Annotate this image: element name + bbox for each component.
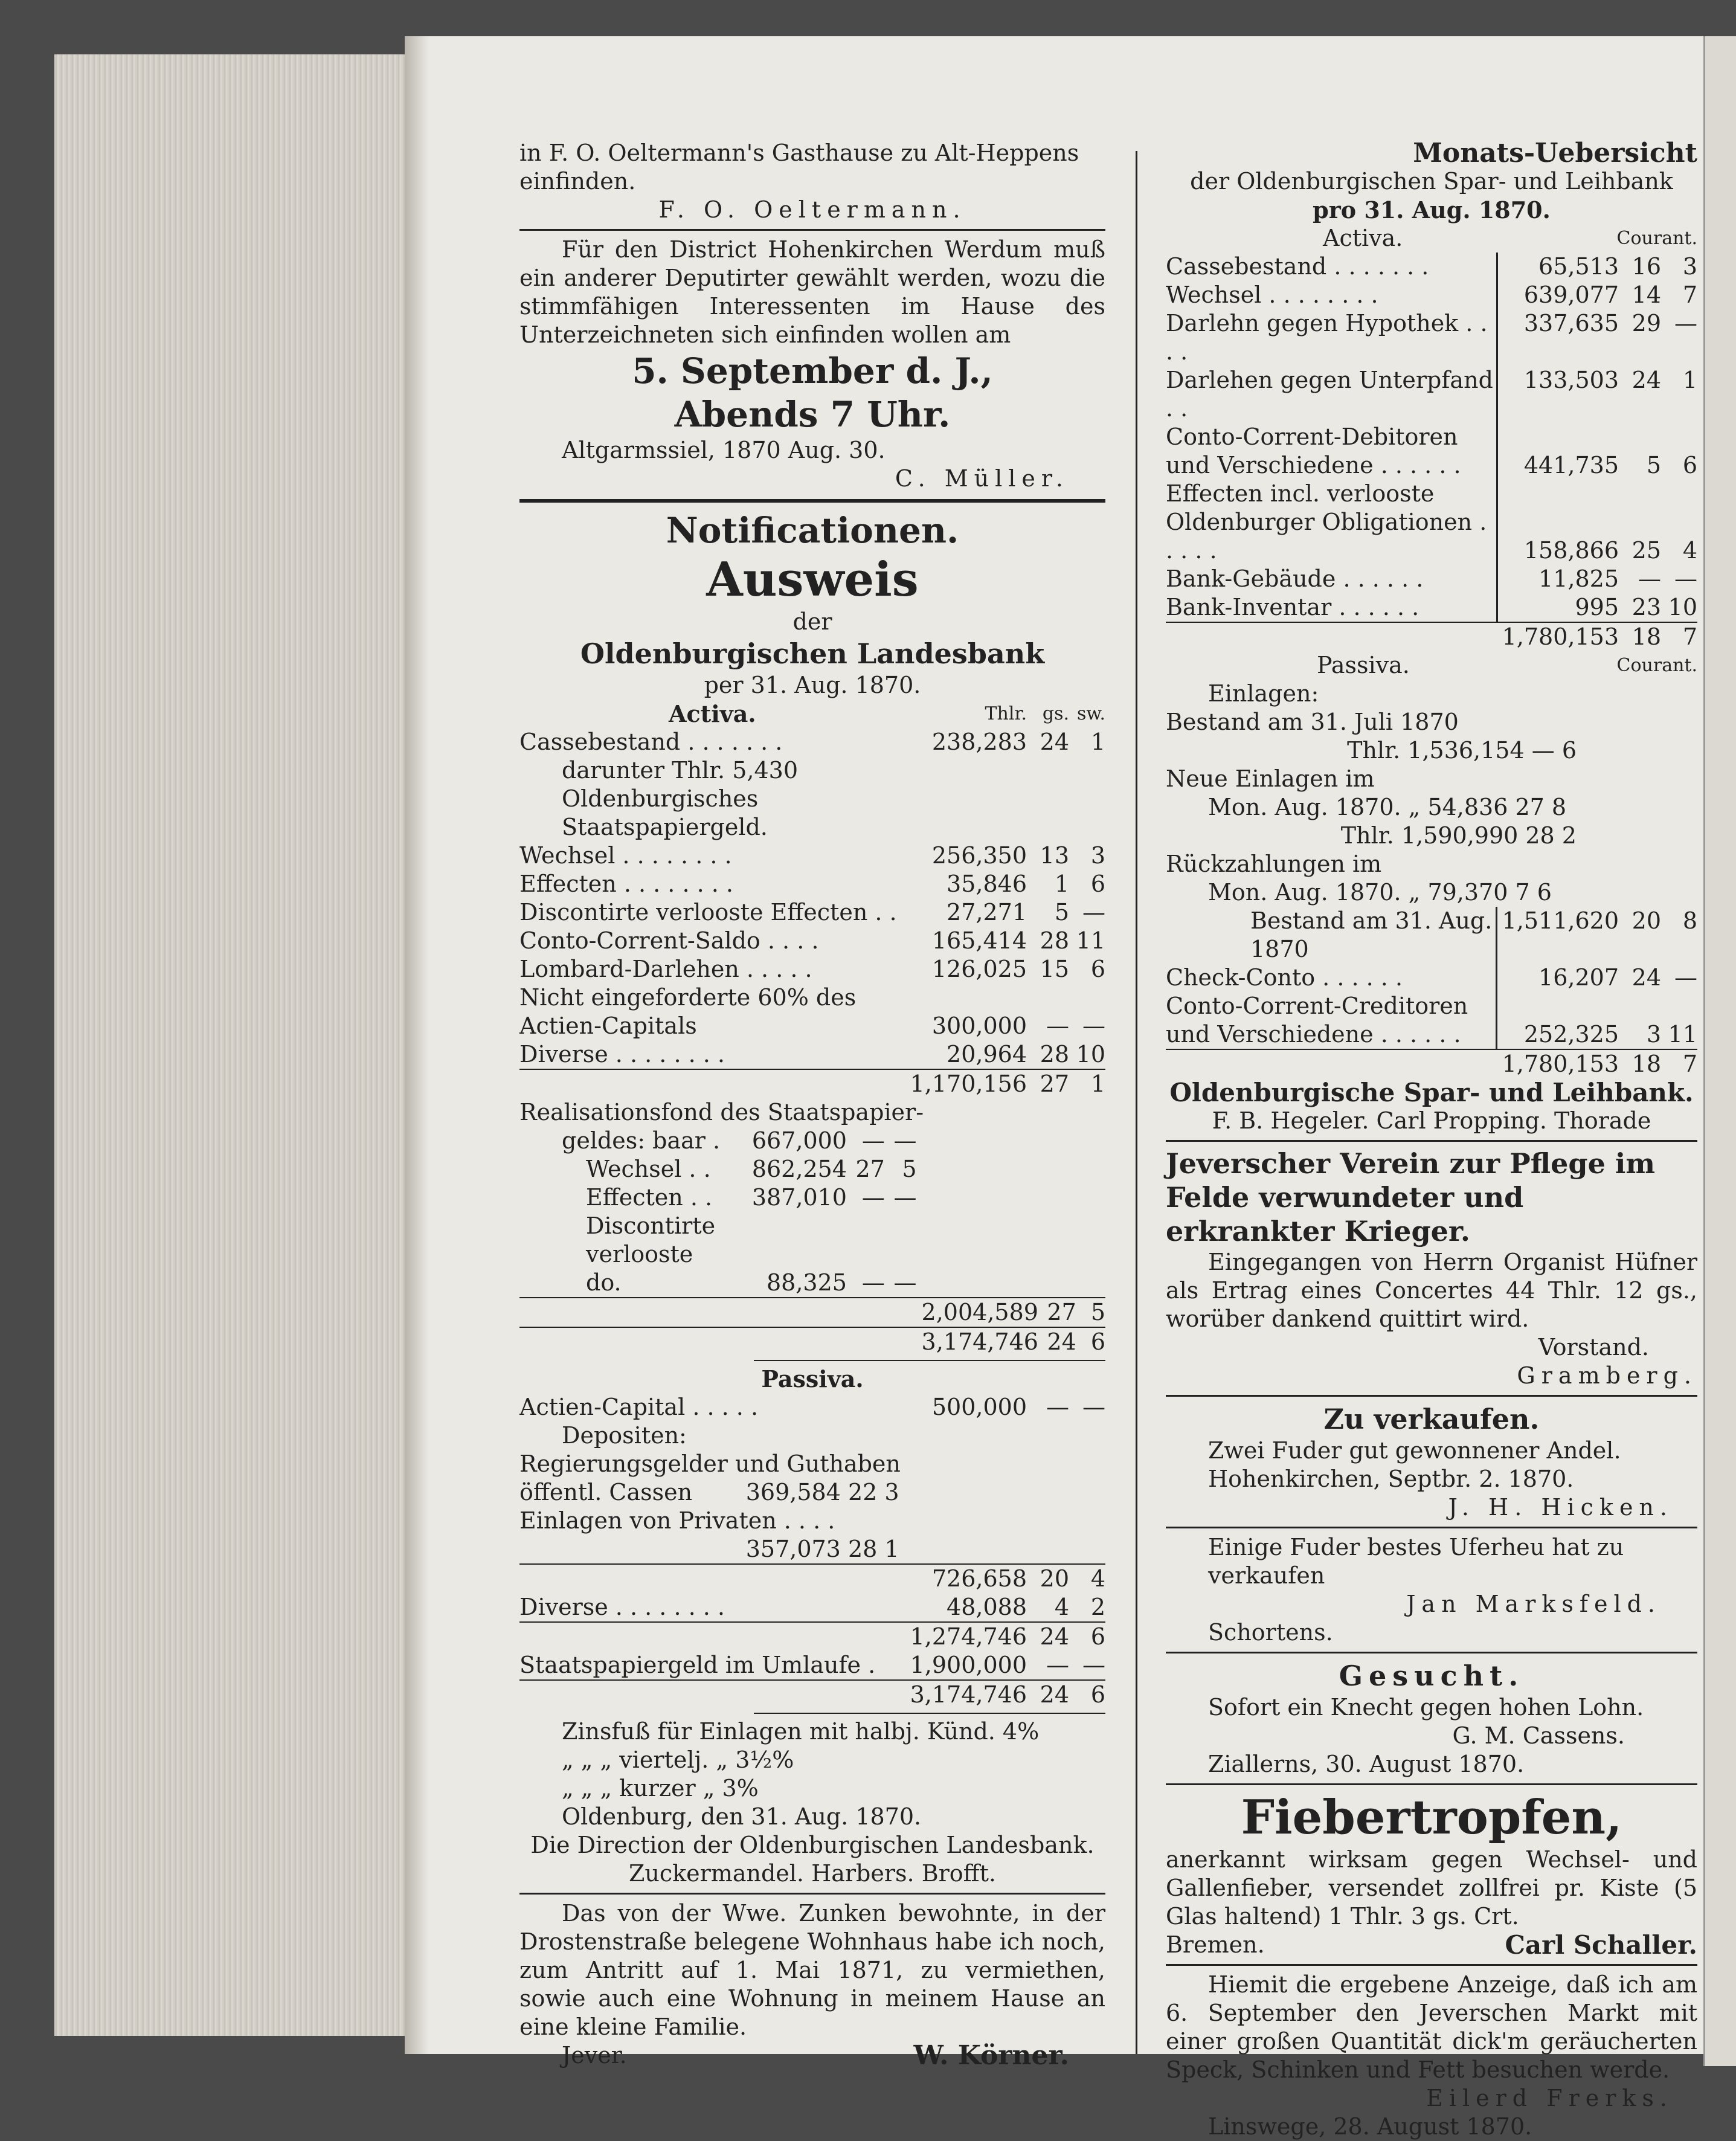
courant-header: Courant. xyxy=(1616,655,1697,676)
signer-marksfeld: Jan Marksfeld. xyxy=(1406,1591,1661,1617)
sparbank-activa-total-row: 1,780,153 18 7 xyxy=(1166,622,1697,651)
ziallerns-date: Ziallerns, 30. August 1870. xyxy=(1208,1751,1525,1777)
table-row: Actien-Capital . . . . . 500,000 — — xyxy=(519,1394,1105,1420)
left-column xyxy=(519,139,1105,2070)
activa-heading: Activa. xyxy=(669,700,756,727)
gesucht-heading: Gesucht. xyxy=(1339,1660,1525,1692)
notifications-heading: Notificationen. xyxy=(666,510,959,551)
courant-header: Courant. xyxy=(1616,228,1697,249)
realisation-total-row: 2,004,589 27 5 xyxy=(519,1298,1105,1327)
landesbank-passiva-table xyxy=(519,1393,1105,1709)
monats-subheading: der Oldenburgischen Spar- und Leihbank xyxy=(1190,168,1673,195)
table-row: Nicht eingeforderte 60% des Actien-Capitals 300,000 — — xyxy=(519,984,1105,1039)
neue-einlagen-value: Mon. Aug. 1870. „ 54,836 27 8 xyxy=(1208,794,1567,820)
book-page-edges xyxy=(54,54,405,2036)
realisation-table xyxy=(519,1127,1105,1356)
divider xyxy=(1166,1783,1697,1785)
table-row: Check-Conto . . . . . . 16,207 24 — xyxy=(1166,964,1697,991)
monats-date: pro 31. Aug. 1870. xyxy=(1313,196,1551,224)
bestand-juli-value: Thlr. 1,536,154 — 6 xyxy=(1347,737,1577,764)
oldenburg-date: Oldenburg, den 31. Aug. 1870. xyxy=(562,1803,922,1830)
table-row: Einlagen von Privaten . . . . 357,073 28 1 xyxy=(519,1507,899,1562)
direction-names: Zuckermandel. Harbers. Brofft. xyxy=(628,1860,997,1887)
table-row: Conto-Corrent-Debitoren und Verschiedene . . . . . . 441,735 5 6 xyxy=(1166,423,1697,478)
depositen-label: Depositen: xyxy=(562,1422,687,1449)
direction-signature: Die Direction der Oldenburgischen Landesbank. xyxy=(530,1832,1095,1858)
page-gutter-shadow xyxy=(405,36,429,2054)
signer-frerks: Eilerd Frerks. xyxy=(1426,2085,1673,2111)
sparbank-passiva-heading: Passiva. xyxy=(1317,652,1410,678)
table-row: Discontirte verlooste do. 88,325 — — xyxy=(586,1212,917,1296)
table-row: Lombard-Darlehen . . . . . 126,025 15 6 xyxy=(519,956,1105,982)
monats-heading: Monats-Uebersicht xyxy=(1413,138,1697,169)
divider xyxy=(754,1713,1105,1714)
fiebertropfen-notice: anerkannt wirksam gegen Wechsel- und Gallenfieber, versendet zollfrei pr. Kiste (5 Glas haltend) 1 Thlr. 3 gs. Crt. xyxy=(1166,1846,1697,1930)
verkaufen-notice: Zwei Fuder gut gewonnener Andel. xyxy=(1208,1437,1621,1464)
uferheu-notice: Einige Fuder bestes Uferheu hat zu verkaufen xyxy=(1208,1534,1624,1589)
divider xyxy=(1166,1652,1697,1653)
table-row: Bank-Inventar . . . . . . 995 23 10 xyxy=(1166,593,1697,622)
table-row: Diverse . . . . . . . . 20,964 28 10 xyxy=(519,1041,1105,1067)
next-page-edge xyxy=(1703,36,1736,2066)
sparbank-passiva-total-row: 1,780,153 18 7 xyxy=(1166,1049,1697,1078)
meeting-date: 5. September d. J., xyxy=(632,350,993,391)
table-row: Cassebestand . . . . . . . 65,513 16 3 xyxy=(1166,253,1697,280)
meeting-time: Abends 7 Uhr. xyxy=(674,394,951,435)
divider xyxy=(519,229,1105,231)
signer-hicken: J. H. Hicken. xyxy=(1448,1494,1673,1521)
table-row: Conto-Corrent-Saldo . . . . 165,414 28 11 xyxy=(519,927,1105,954)
verein-heading: Jeverscher Verein zur Pflege im Felde verwundeter und erkrankter Krieger. xyxy=(1166,1147,1656,1248)
place-date: Altgarmssiel, 1870 Aug. 30. xyxy=(562,437,886,463)
col-gs: gs. xyxy=(1042,703,1069,724)
table-row: Effecten . . 387,010 — — xyxy=(586,1184,917,1211)
table-row: Darlehn gegen Hypothek . . . . 337,635 29 — xyxy=(1166,310,1697,365)
signer-schaller: Carl Schaller. xyxy=(1505,1931,1697,1959)
intro-line: in F. O. Oeltermann's Gasthause zu Alt-Heppens xyxy=(519,140,1079,166)
sparbank-names: F. B. Hegeler. Carl Propping. Thorade xyxy=(1212,1107,1651,1134)
intro-line-2: einfinden. xyxy=(519,168,636,195)
signer-mueller: C. Müller. xyxy=(895,465,1069,492)
fiebertropfen-heading: Fiebertropfen, xyxy=(1241,1790,1622,1845)
realisation-label: Realisationsfond des Staatspapier- xyxy=(519,1099,924,1125)
rueckzahlungen: Rückzahlungen im xyxy=(1166,851,1382,877)
ausweis-heading: Ausweis xyxy=(706,552,919,607)
zinsfuss-line: „ „ „ kurzer „ 3% xyxy=(562,1775,759,1801)
signer-gramberg: Gramberg. xyxy=(1517,1362,1697,1389)
zinsfuss-line: „ „ „ viertelj. „ 3½% xyxy=(562,1747,794,1773)
passiva-total-row: 3,174,746 24 6 xyxy=(519,1680,1105,1709)
bank-name-heading: Oldenburgischen Landesbank xyxy=(580,637,1045,670)
markt-notice: Hiemit die ergebene Anzeige, daß ich am 6. September den Jeverschen Markt mit einer großen Quantität dick'm geräucherten Speck, Schinken und Fett besuchen werde. xyxy=(1166,1971,1697,2083)
passiva-subtotal-row: 1,274,746 24 6 xyxy=(519,1622,1105,1651)
table-row: Wechsel . . . . . . . . 639,077 14 7 xyxy=(1166,282,1697,308)
passiva-heading: Passiva. xyxy=(761,1365,864,1392)
table-row: Bank-Gebäude . . . . . . 11,825 — — xyxy=(1166,565,1697,592)
wohnhaus-notice: Das von der Wwe. Zunken bewohnte, in der Drostenstraße belegene Wohnhaus habe ich noch, zum Antritt auf 1. Mai 1871, zu vermiethen, sowie auch eine Wohnung in meinem Hause an eine kleine Familie. xyxy=(519,1900,1105,2040)
der-label: der xyxy=(792,608,832,635)
bremen-label: Bremen. xyxy=(1166,1931,1265,1958)
table-row: Conto-Corrent-Creditoren und Verschiedene . . . . . . 252,325 3 11 xyxy=(1166,992,1697,1049)
gesucht-notice: Sofort ein Knecht gegen hohen Lohn. xyxy=(1208,1694,1644,1721)
jever-label: Jever. xyxy=(562,2042,627,2069)
col-sw: sw. xyxy=(1076,703,1105,724)
activa-total-row: 3,174,746 24 6 xyxy=(519,1327,1105,1356)
sparbank-passiva-table xyxy=(1166,907,1697,1078)
col-thlr: Thlr. xyxy=(985,703,1027,724)
table-row: Regierungsgelder und Guthaben öffentl. Cassen 369,584 22 3 xyxy=(519,1450,901,1505)
table-row: Effecten . . . . . . . . 35,846 1 6 xyxy=(519,871,1105,897)
divider-thick xyxy=(519,499,1105,503)
signer-cassens: G. M. Cassens. xyxy=(1452,1722,1625,1749)
zwischensumme: Thlr. 1,590,990 28 2 xyxy=(1340,822,1577,849)
neue-einlagen: Neue Einlagen im xyxy=(1166,765,1375,792)
schortens-label: Schortens. xyxy=(1208,1619,1333,1646)
divider xyxy=(1166,1964,1697,1966)
zinsfuss-line: Zinsfuß für Einlagen mit halbj. Künd. 4% xyxy=(562,1718,1040,1745)
table-row: Staatspapiergeld im Umlaufe . 1,900,000 — — xyxy=(519,1652,1105,1678)
landesbank-activa-table xyxy=(519,700,1105,1098)
vorstand-label: Vorstand. xyxy=(1538,1334,1649,1360)
table-row: geldes: baar . 667,000 — — xyxy=(562,1127,917,1154)
table-row: Wechsel . . . . . . . . 256,350 13 3 xyxy=(519,842,1105,869)
divider xyxy=(1166,1140,1697,1142)
rueckzahlungen-value: Mon. Aug. 1870. „ 79,370 7 6 xyxy=(1208,879,1552,906)
verein-notice: Eingegangen von Herrn Organist Hüfner als Ertrag eines Concertes 44 Thlr. 12 gs., worüber dankend quittirt wird. xyxy=(1166,1249,1697,1332)
table-row: Bestand am 31. Aug. 1870 1,511,620 20 8 xyxy=(1250,907,1697,962)
table-row: Effecten incl. verlooste Oldenburger Obligationen . . . . . 158,866 25 4 xyxy=(1166,480,1697,564)
divider xyxy=(519,1893,1105,1895)
table-row: Discontirte verlooste Effecten . . 27,271 5 — xyxy=(519,899,1105,926)
table-row: Wechsel . . 862,254 27 5 xyxy=(586,1156,917,1182)
table-row: Cassebestand . . . . . . . 238,283 24 1 xyxy=(519,729,1105,755)
linswege-date: Linswege, 28. August 1870. xyxy=(1208,2113,1532,2140)
column-divider xyxy=(1136,151,1137,2054)
divider xyxy=(1166,1527,1697,1528)
district-notice: Für den District Hohenkirchen Werdum muß ein anderer Deputirter gewählt werden, wozu die stimmfähigen Interessenten im Hause des Unterzeichneten sich einfinden wollen am xyxy=(519,236,1105,348)
einlagen-label: Einlagen: xyxy=(1208,680,1319,707)
depositen-total-row: 726,658 20 4 xyxy=(519,1564,1105,1593)
activa-subtotal-row: 1,170,156 27 1 xyxy=(519,1069,1105,1098)
table-row: darunter Thlr. 5,430 Oldenburgisches Staatspapiergeld. xyxy=(562,757,799,840)
per-date: per 31. Aug. 1870. xyxy=(704,672,921,698)
divider xyxy=(1166,1395,1697,1397)
table-row: Diverse . . . . . . . . 48,088 4 2 xyxy=(519,1594,1105,1620)
signer-oeltermann: F. O. Oeltermann. xyxy=(658,196,966,223)
signer-koerner: W. Körner. xyxy=(913,2041,1069,2070)
divider xyxy=(754,1360,1105,1361)
table-row: Darlehen gegen Unterpfand . . 133,503 24 1 xyxy=(1166,367,1697,422)
bestand-juli: Bestand am 31. Juli 1870 xyxy=(1166,709,1459,735)
right-column xyxy=(1166,139,1697,2141)
sparbank-signature: Oldenburgische Spar- und Leihbank. xyxy=(1169,1078,1694,1107)
verkaufen-heading: Zu verkaufen. xyxy=(1323,1403,1540,1435)
sparbank-activa-heading: Activa. xyxy=(1323,225,1403,251)
hohenkirchen-date: Hohenkirchen, Septbr. 2. 1870. xyxy=(1208,1466,1574,1492)
sparbank-activa-table xyxy=(1166,253,1697,651)
